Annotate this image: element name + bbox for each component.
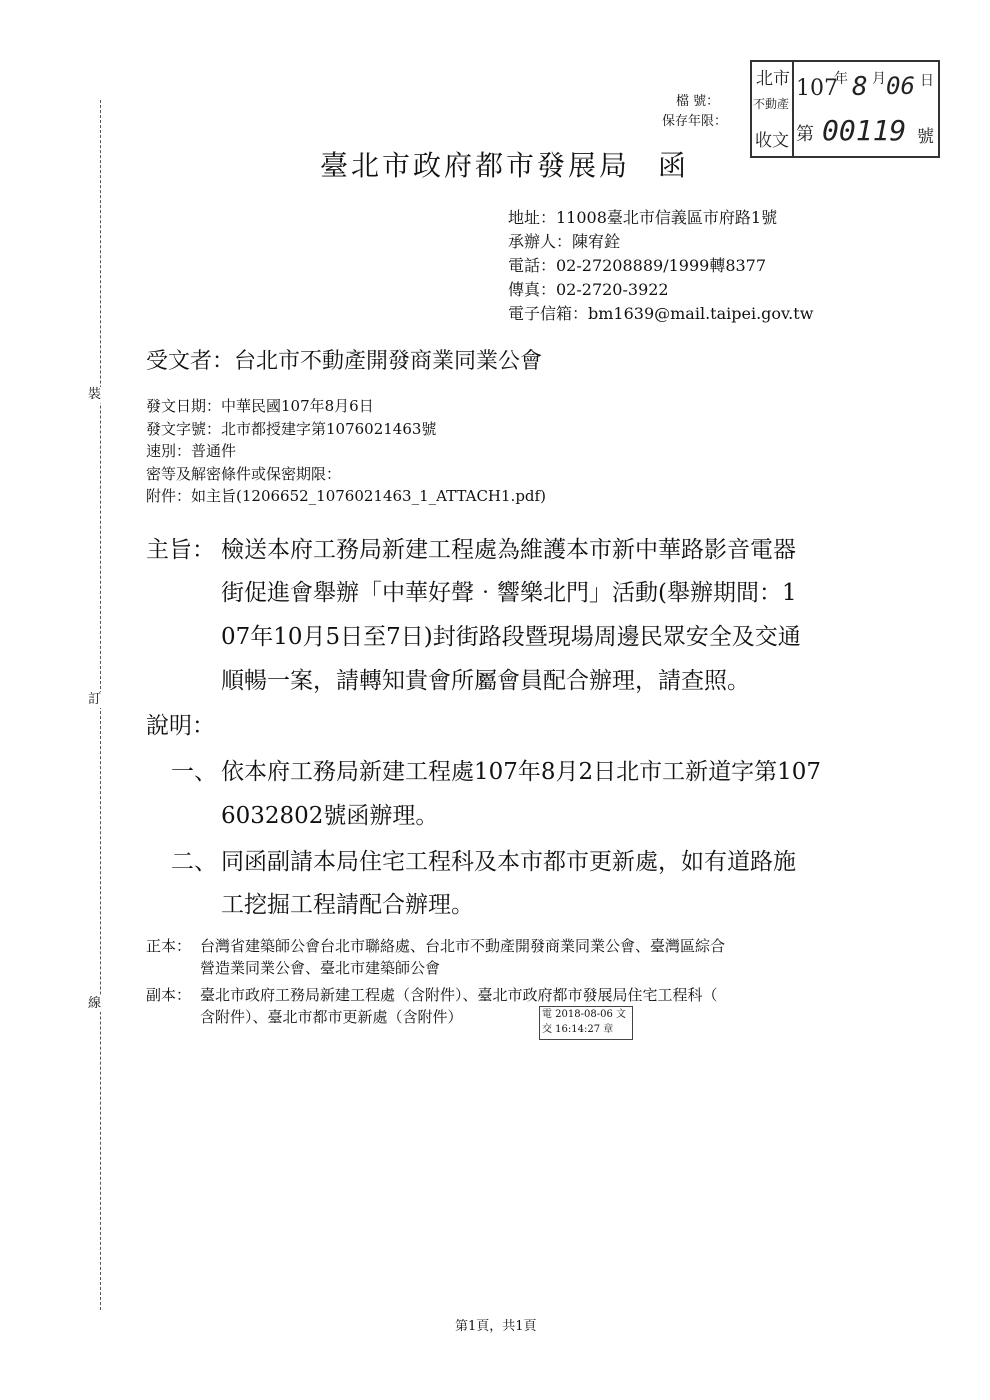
explanation-item-num: 一、 (171, 759, 217, 785)
file-no-label: 檔 號： (676, 94, 720, 109)
stamp-month: 8 (852, 72, 868, 102)
subject-line: 街促進會舉辦「中華好聲‧響樂北門」活動(舉辦期間：1 (221, 580, 797, 606)
exchange-stamp (539, 1006, 633, 1040)
stamp-no-prefix: 第 (796, 124, 814, 145)
cc-original-line: 營造業同業公會、臺北市建築師公會 (200, 959, 441, 977)
stamp-year-unit: 年 (834, 71, 848, 87)
explanation-item-num: 二、 (171, 849, 217, 875)
stamp-dept: 不動產 (753, 97, 790, 111)
cc-original-line: 台灣省建築師公會台北市聯絡處、台北市不動產開發商業同業公會、臺灣區綜合 (200, 937, 726, 955)
secrecy-level: 密等及解密條件或保密期限： (146, 464, 342, 483)
stamp-month-unit: 月 (872, 71, 886, 87)
contact-address: 地址：11008臺北市信義區市府路1號 (508, 208, 778, 227)
exchange-stamp-line: 交 16:14:27 章 (542, 1024, 614, 1035)
stamp-no-suffix: 號 (917, 127, 934, 147)
speed-class: 速別：普通件 (146, 442, 237, 460)
doc-type: 函 (658, 149, 690, 182)
contact-fax: 傳真：02-2720-3922 (508, 280, 669, 299)
binding-char-zhuang: 裝 (88, 387, 102, 402)
cc-copy-label: 副本： (146, 986, 192, 1004)
contact-phone: 電話：02-27208889/1999轉8377 (508, 256, 767, 275)
subject-line: 順暢一案，請轉知貴會所屬會員配合辦理，請查照。 (221, 668, 750, 694)
doc-number: 發文字號：北市都授建字第1076021463號 (146, 419, 437, 438)
agency-title: 臺北市政府都市發展局 (320, 149, 631, 182)
receipt-stamp (750, 60, 940, 158)
contact-email: 電子信箱：bm1639@mail.taipei.gov.tw (508, 304, 814, 323)
stamp-recv: 收文 (755, 131, 789, 151)
cc-original-label: 正本： (146, 937, 192, 955)
explanation-label: 說明： (146, 713, 215, 739)
issue-date: 發文日期：中華民國107年8月6日 (146, 397, 374, 415)
subject-label: 主旨： (146, 537, 215, 563)
stamp-day-unit: 日 (920, 73, 934, 89)
contact-handler: 承辦人：陳宥銓 (508, 232, 621, 251)
stamp-org: 北市 (756, 69, 790, 89)
attachment: 附件：如主旨(1206652_1076021463_1_ATTACH1.pdf) (146, 487, 546, 505)
contact-block (508, 206, 813, 326)
retention-label: 保存年限： (662, 114, 728, 129)
stamp-number: 00119 (822, 114, 907, 147)
explanation-line: 同函副請本局住宅工程科及本市都市更新處，如有道路施 (221, 849, 796, 875)
binding-char-xian: 線 (88, 996, 102, 1011)
cc-copy-line: 臺北市政府工務局新建工程處（含附件）、臺北市政府都市發展局住宅工程科（ (200, 986, 718, 1004)
recipient: 受文者：台北市不動產開發商業同業公會 (146, 349, 543, 374)
cc-copy-line: 含附件）、臺北市都市更新處（含附件） (200, 1008, 463, 1026)
meta-block (146, 395, 546, 508)
explanation-line: 依本府工務局新建工程處107年8月2日北市工新道字第107 (221, 759, 822, 785)
stamp-day: 06 (886, 72, 915, 100)
subject-line: 檢送本府工務局新建工程處為維護本市新中華路影音電器 (221, 537, 796, 563)
binding-char-ding: 訂 (88, 692, 102, 707)
subject-line: 07年10月5日至7日)封街路段暨現場周邊民眾安全及交通 (221, 624, 801, 650)
explanation-line: 工挖掘工程請配合辦理。 (221, 892, 474, 918)
stamp-year: 107 (796, 76, 838, 101)
exchange-stamp-line: 電 2018-08-06 文 (542, 1009, 627, 1020)
page-footer: 第1頁，共1頁 (455, 1319, 537, 1334)
explanation-line: 6032802號函辦理。 (221, 803, 439, 829)
